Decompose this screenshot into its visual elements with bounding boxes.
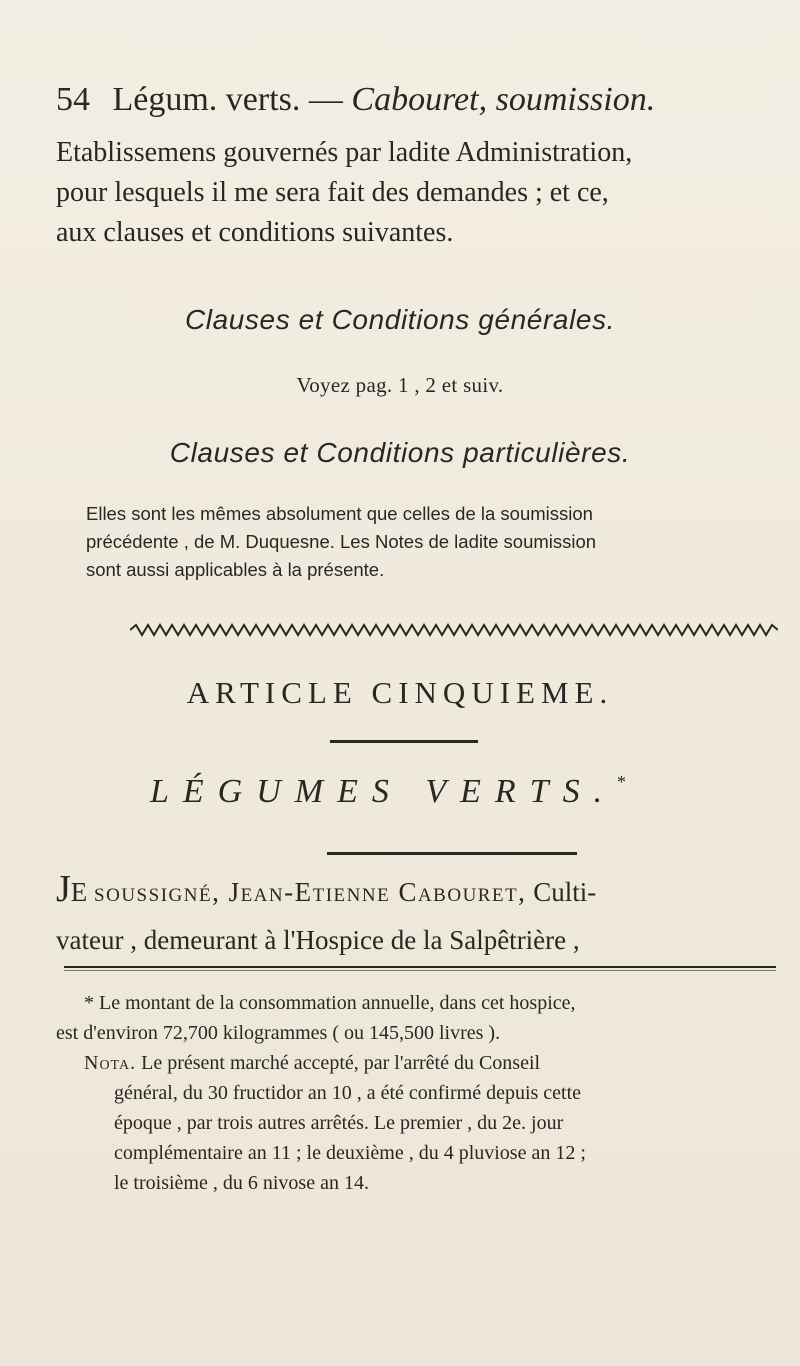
footnote-marker: * [84, 992, 94, 1014]
running-head [56, 78, 776, 122]
drop-cap: J [56, 868, 71, 910]
intro-line: Etablissemens gouvernés par ladite Administration, [56, 137, 633, 168]
footnote-rule [64, 966, 776, 968]
running-head-section: Légum. verts. — [112, 81, 343, 118]
soumission-line-tail: Culti- [533, 877, 597, 907]
intro-line: aux clauses et conditions suivantes. [56, 217, 454, 248]
footnote-mark: * [616, 772, 626, 792]
nota-line: le troisième , du 6 nivose an 14. [114, 1172, 369, 1194]
particulieres-line: Elles sont les mêmes absolument que celles de la soumission [86, 503, 593, 524]
footnote [56, 988, 784, 1198]
nota-line: complémentaire an 11 ; le deuxième , du 4 pluviose an 12 ; [114, 1142, 586, 1164]
subject-rule [327, 852, 577, 855]
particulieres-line: précédente , de M. Duquesne. Les Notes de ladite soumission [86, 531, 597, 552]
heading-clauses-particulieres: Clauses et Conditions particulières. [169, 437, 631, 468]
footnote-line: * Le montant de la consommation annuelle, dans cet hospice, [84, 992, 576, 1014]
nota-label: Nota. [84, 1052, 137, 1074]
particulieres-paragraph [86, 500, 784, 584]
article-subject-text: LÉGUMES VERTS. [150, 773, 617, 810]
intro-line: pour lesquels il me sera fait des demandes ; et ce, [56, 177, 609, 208]
soumissionnaire-name: soussigné, Jean-Etienne Cabouret, [94, 877, 527, 907]
nota-block [56, 1048, 784, 1198]
ornamental-divider [130, 623, 778, 637]
page-reference: Voyez pag. 1 , 2 et suiv. [296, 373, 504, 397]
page-number: 54 [56, 81, 90, 118]
nota-line: époque , par trois autres arrêtés. Le premier , du 2e. jour [114, 1112, 564, 1134]
soumission-line: vateur , demeurant à l'Hospice de la Salpêtrière , [56, 925, 580, 955]
article-subject [150, 772, 790, 811]
heading-clauses-generales: Clauses et Conditions générales. [184, 304, 616, 335]
drop-cap-rest: E [70, 877, 88, 907]
particulieres-line: sont aussi applicables à la présente. [86, 559, 385, 580]
nota-line: Nota. Le présent marché accepté, par l'arrêté du Conseil [84, 1052, 541, 1074]
running-head-title: Cabouret, soumission. [351, 81, 656, 118]
title-rule [330, 740, 478, 743]
footnote-rule-thin [64, 970, 776, 971]
intro-paragraph [56, 133, 784, 253]
article-title: ARTICLE CINQUIEME. [186, 675, 614, 710]
nota-line: général, du 30 fructidor an 10 , a été confirmé depuis cette [114, 1082, 582, 1104]
soumission-paragraph [56, 868, 784, 964]
soumission-line [56, 868, 784, 916]
footnote-line: est d'environ 72,700 kilogrammes ( ou 145,500 livres ). [56, 1022, 501, 1044]
